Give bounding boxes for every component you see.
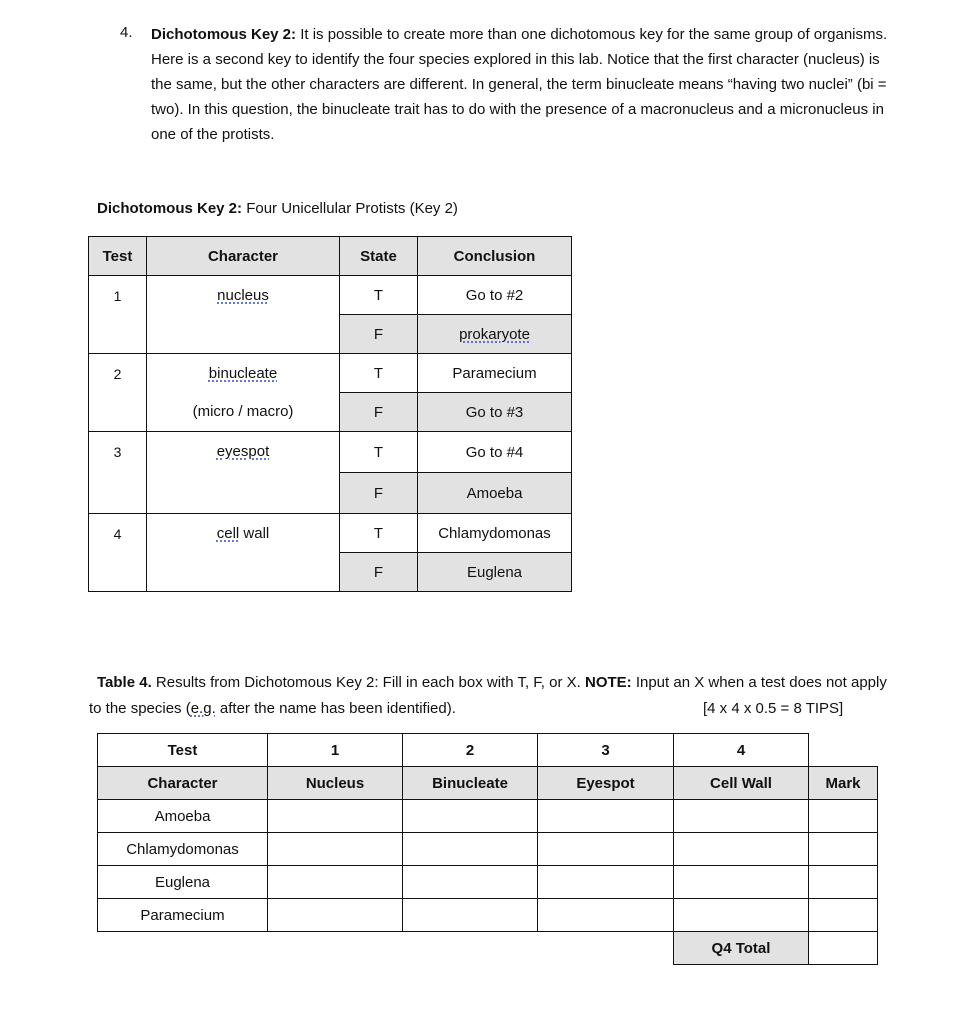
- results-input-cell[interactable]: [403, 833, 538, 866]
- key-title-rest: Four Unicellular Protists (Key 2): [242, 200, 458, 217]
- key-row: [89, 514, 572, 553]
- key-conclusion: Chlamydomonas: [418, 514, 572, 553]
- key-character: [147, 432, 340, 514]
- key-header-state: State: [340, 237, 418, 276]
- table4-caption-text: Results from Dichotomous Key 2: Fill in each box with T, F, or X.: [151, 674, 585, 691]
- key-test-number: 1: [89, 276, 147, 354]
- results-empty-corner: [809, 734, 878, 767]
- results-test-label: Test: [98, 734, 268, 767]
- key-test-number: 2: [89, 354, 147, 432]
- key-title-bold: Dichotomous Key 2:: [97, 200, 243, 217]
- question-title: Dichotomous Key 2:: [151, 26, 297, 43]
- results-input-cell[interactable]: [538, 899, 674, 932]
- key-header-row: [89, 237, 572, 276]
- results-mark-header: Mark: [809, 767, 878, 800]
- results-input-cell[interactable]: [674, 800, 809, 833]
- results-species-name: Amoeba: [98, 800, 268, 833]
- key-character-label: cell: [216, 525, 240, 542]
- key-conclusion: [418, 315, 572, 354]
- results-species-name: Paramecium: [98, 899, 268, 932]
- results-character-cell-wall: Cell Wall: [674, 767, 809, 800]
- key-conclusion: Go to #2: [418, 276, 572, 315]
- question-text: [151, 22, 891, 147]
- results-input-cell[interactable]: [403, 899, 538, 932]
- key-state: T: [340, 514, 418, 553]
- results-input-cell[interactable]: [268, 866, 403, 899]
- results-total-cell[interactable]: [809, 932, 878, 965]
- results-input-cell[interactable]: [674, 866, 809, 899]
- key-header-test: Test: [89, 237, 147, 276]
- key-character-label: nucleus: [217, 287, 269, 304]
- results-input-cell[interactable]: [674, 833, 809, 866]
- key-row: [89, 354, 572, 393]
- results-input-cell[interactable]: [403, 800, 538, 833]
- results-character-nucleus: Nucleus: [268, 767, 403, 800]
- results-input-cell[interactable]: [268, 899, 403, 932]
- key-row: [89, 393, 572, 432]
- results-mark-cell[interactable]: [809, 866, 878, 899]
- results-spacer: [98, 932, 268, 965]
- key-test-number: 4: [89, 514, 147, 592]
- results-test-number: 4: [674, 734, 809, 767]
- key-header-conclusion: Conclusion: [418, 237, 572, 276]
- results-mark-cell[interactable]: [809, 899, 878, 932]
- results-input-cell[interactable]: [538, 866, 674, 899]
- results-character-binucleate: Binucleate: [403, 767, 538, 800]
- key-conclusion: Paramecium: [418, 354, 572, 393]
- results-species-row: [98, 866, 878, 899]
- results-species-row: [98, 899, 878, 932]
- results-mark-cell[interactable]: [809, 833, 878, 866]
- key-state: F: [340, 315, 418, 354]
- results-mark-cell[interactable]: [809, 800, 878, 833]
- results-input-cell[interactable]: [403, 866, 538, 899]
- key-title: [97, 200, 458, 217]
- table4-tips: [4 x 4 x 0.5 = 8 TIPS]: [703, 700, 844, 717]
- results-character-row: [98, 767, 878, 800]
- key-state: F: [340, 393, 418, 432]
- results-table: [97, 733, 878, 965]
- results-test-row: [98, 734, 878, 767]
- key-header-character: Character: [147, 237, 340, 276]
- key-character-label: eyespot: [216, 443, 270, 460]
- results-spacer: [538, 932, 674, 965]
- key-character: [147, 354, 340, 393]
- results-test-number: 3: [538, 734, 674, 767]
- results-input-cell[interactable]: [538, 833, 674, 866]
- key-conclusion-label: prokaryote: [459, 325, 530, 343]
- table4-eg: e.g.: [190, 700, 216, 717]
- key-state: T: [340, 432, 418, 473]
- key-character-label: binucleate: [208, 364, 278, 382]
- results-test-number: 2: [403, 734, 538, 767]
- key-conclusion: Euglena: [418, 553, 572, 592]
- key-state: F: [340, 553, 418, 592]
- key-state: T: [340, 354, 418, 393]
- key-conclusion: Go to #3: [418, 393, 572, 432]
- table4-caption: [89, 670, 889, 722]
- key-character: [147, 276, 340, 354]
- key-conclusion: Go to #4: [418, 432, 572, 473]
- question-body: It is possible to create more than one dichotomous key for the same group of organisms. Here is a second key to identify the four species explored in this lab. Notice that the first character (nucleus) is the same, but the other characters are different. In general, the term binucleate means “having two nuclei” (bi = two). In this question, the binucleate trait has to do with the presence of a macronucleus and a micronucleus in one of the protists.: [151, 26, 888, 143]
- key-character-rest: wall: [239, 525, 270, 542]
- results-input-cell[interactable]: [538, 800, 674, 833]
- key-state: T: [340, 276, 418, 315]
- results-input-cell[interactable]: [268, 833, 403, 866]
- key-character-detail: (micro / macro): [147, 393, 340, 432]
- table4-note-text-2: after the name has been identified).: [215, 700, 456, 717]
- results-species-name: Chlamydomonas: [98, 833, 268, 866]
- results-species-name: Euglena: [98, 866, 268, 899]
- results-spacer: [403, 932, 538, 965]
- question-number: 4.: [120, 24, 133, 41]
- results-total-row: [98, 932, 878, 965]
- results-character-eyespot: Eyespot: [538, 767, 674, 800]
- results-total-label: Q4 Total: [674, 932, 809, 965]
- key-test-number: 3: [89, 432, 147, 514]
- key-character: [147, 514, 340, 592]
- results-character-label: Character: [98, 767, 268, 800]
- key-conclusion: Amoeba: [418, 473, 572, 514]
- key-row: [89, 432, 572, 473]
- results-spacer: [268, 932, 403, 965]
- results-test-number: 1: [268, 734, 403, 767]
- key-row: [89, 276, 572, 315]
- results-input-cell[interactable]: [268, 800, 403, 833]
- table4-caption-label: Table 4.: [97, 674, 152, 691]
- results-species-row: [98, 800, 878, 833]
- table4-note-label: NOTE:: [584, 674, 632, 691]
- results-species-row: [98, 833, 878, 866]
- key-state: F: [340, 473, 418, 514]
- results-input-cell[interactable]: [674, 899, 809, 932]
- dichotomous-key-table: [88, 236, 572, 592]
- table4-note-text: Input an X when a test does not apply to the species (: [89, 674, 887, 717]
